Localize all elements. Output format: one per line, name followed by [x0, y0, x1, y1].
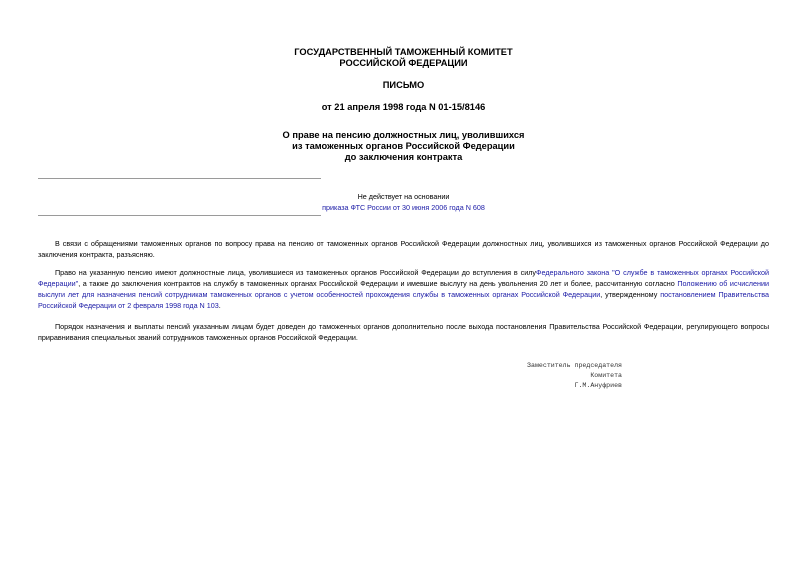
status-divider-top: [38, 178, 321, 179]
document-type: ПИСЬМО: [382, 80, 425, 90]
paragraph-2-text-a: Право на указанную пенсию имеют должностные лица, уволившиеся из таможенных органов Российской Федерации до вступления в силу: [55, 268, 537, 277]
status-note: Не действует на основании: [357, 192, 450, 201]
signature-block: [480, 361, 622, 391]
status-divider-bottom: [38, 215, 321, 216]
paragraph-2-text-c: , утвержденному: [600, 290, 658, 299]
paragraph-1-text: В связи с обращениями таможенных органов по вопросу права на пенсию от таможенных органов Российской Федерации должностных лиц, уволившихся из таможенных органов Российской Федерации до заключения контракта, разъясняю.: [38, 239, 769, 259]
document-date-number: от 21 апреля 1998 года N 01-15/8146: [321, 102, 486, 112]
paragraph-3-text: Порядок назначения и выплаты пенсий указанным лицам будет доведен до таможенных органов дополнительно после выхода постановления Правительства Российской Федерации, регулирующего вопросы приравнивания специальных званий сотрудников таможенных органов Российской Федерации.: [38, 322, 769, 342]
document-title: [0, 130, 807, 163]
paragraph-3: [38, 321, 769, 354]
service-length-regulation-link[interactable]: Положению об исчислении выслуги лет для назначения пенсий сотрудникам таможенных органов с учетом особенностей прохождения службы в таможенных органах Российской Федерации: [38, 279, 769, 299]
authority-line-2: РОССИЙСКОЙ ФЕДЕРАЦИИ: [339, 58, 468, 68]
government-resolution-link[interactable]: постановлением Правительства Российской Федерации от 2 февраля 1998 года N 103: [38, 290, 770, 310]
title-line-3: до заключения контракта: [344, 152, 463, 162]
authority-line-1: ГОСУДАРСТВЕННЫЙ ТАМОЖЕННЫЙ КОМИТЕТ: [294, 47, 513, 57]
issuing-authority: [0, 47, 807, 69]
signatory-position: Заместитель председателя: [527, 362, 622, 369]
paragraph-2: [38, 267, 769, 322]
paragraph-2-text-d: .: [218, 301, 221, 310]
paragraph-2-text-b: , а также до заключения контрактов на службу в таможенных органах Российской Федерации и имевшие выслугу на день увольнения 20 лет и более, рассчитанную согласно: [78, 279, 675, 288]
title-line-2: из таможенных органов Российской Федерации: [292, 141, 515, 151]
title-line-1: О праве на пенсию должностных лиц, уволившихся: [282, 130, 525, 140]
federal-law-link[interactable]: Федерального закона "О службе в таможенных органах Российской Федерации": [38, 268, 769, 288]
signatory-body: Комитета: [590, 372, 622, 379]
signatory-name: Г.М.Ануфриев: [574, 382, 622, 389]
paragraph-2-text: [38, 267, 769, 311]
status-repeal-link[interactable]: приказа ФТС России от 30 июня 2006 года N 608: [322, 203, 485, 212]
